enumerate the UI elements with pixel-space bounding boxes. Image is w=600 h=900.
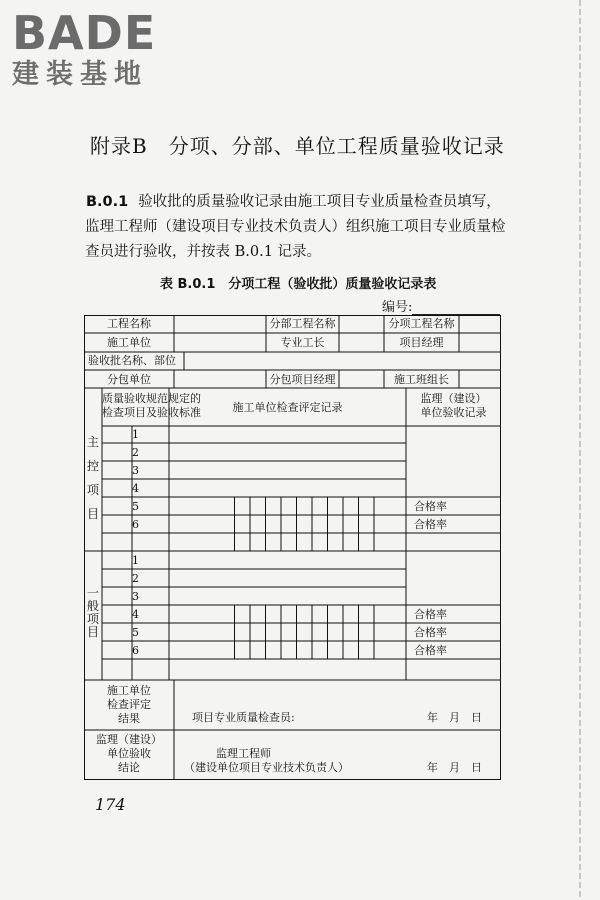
row-number: 3 xyxy=(132,590,139,603)
pass-rate-label: 合格率 xyxy=(414,518,447,531)
logo-wordmark: BADE xyxy=(12,6,157,60)
row-number: 1 xyxy=(132,554,139,567)
logo-subtitle: 建装基地 xyxy=(12,59,148,90)
label-sub-project-manager: 分包项目经理 xyxy=(269,373,336,386)
row-number: 3 xyxy=(132,464,139,477)
row-number: 6 xyxy=(132,518,139,531)
pass-rate-label: 合格率 xyxy=(414,608,447,621)
header-supervision: 监理（建设） 单位验收记录 xyxy=(420,392,487,419)
pass-rate-label: 合格率 xyxy=(414,500,447,513)
header-contractor-check: 施工单位检查评定记录 xyxy=(232,401,343,414)
row-number: 2 xyxy=(132,572,139,585)
main-control-items-label: 主 控 项 目 xyxy=(86,435,99,521)
pass-rate-label: 合格率 xyxy=(414,644,447,657)
label-contractor: 施工单位 xyxy=(107,336,151,349)
row-number: 6 xyxy=(132,644,139,657)
serial-label: 编号: xyxy=(382,300,413,315)
row-number: 5 xyxy=(132,500,139,513)
label-sub-item-name: 分项工程名称 xyxy=(388,317,455,330)
date-field: 年 月 日 xyxy=(427,761,482,774)
clause-number: B.0.1 xyxy=(86,194,129,210)
general-items-label: 一 般 项 目 xyxy=(86,586,99,639)
row-number: 4 xyxy=(132,482,139,495)
row-number: 2 xyxy=(132,446,139,459)
label-project-name: 工程名称 xyxy=(107,317,151,330)
row-number: 4 xyxy=(132,608,139,621)
serial-blank xyxy=(412,300,500,315)
pass-rate-label: 合格率 xyxy=(414,626,447,639)
page-number: 174 xyxy=(95,795,126,814)
label-specialty-foreman: 专业工长 xyxy=(280,336,325,349)
page-edge-shadow xyxy=(578,0,582,900)
label-sub-division-name: 分部工程名称 xyxy=(269,317,336,330)
label-batch-name-location: 验收批名称、部位 xyxy=(88,354,176,367)
table-title: 表 B.0.1 分项工程（验收批）质量验收记录表 xyxy=(160,277,437,292)
row-number: 5 xyxy=(132,626,139,639)
inspector-label: 项目专业质量检查员: xyxy=(192,711,295,724)
row-number: 1 xyxy=(132,428,139,441)
clause-text: 验收批的质量验收记录由施工项目专业质量检查员填写，监理工程师（建设项目专业技术负责人）组织施工项目专业质量检查员进行验收，并按表 B.0.1 记录。 xyxy=(85,194,506,260)
label-subcontractor: 分包单位 xyxy=(107,373,151,386)
supervisor-label: 监理工程师 （建设单位项目专业技术负责人） xyxy=(184,747,349,774)
header-spec: 质量验收规范规定的 检查项目及验收标准 xyxy=(102,392,201,419)
label-team-leader: 施工班组长 xyxy=(394,373,449,386)
supervision-conclusion-label: 监理（建设） 单位验收 结论 xyxy=(96,733,162,774)
label-project-manager: 项目经理 xyxy=(399,336,444,349)
clause-paragraph xyxy=(85,190,510,265)
contractor-eval-label: 施工单位 检查评定 结果 xyxy=(107,684,151,725)
serial-number-field xyxy=(382,296,500,315)
publisher-logo xyxy=(12,8,156,90)
acceptance-record-form xyxy=(84,315,501,780)
appendix-title: 附录B 分项、分部、单位工程质量验收记录 xyxy=(90,134,505,158)
date-field: 年 月 日 xyxy=(427,711,482,724)
